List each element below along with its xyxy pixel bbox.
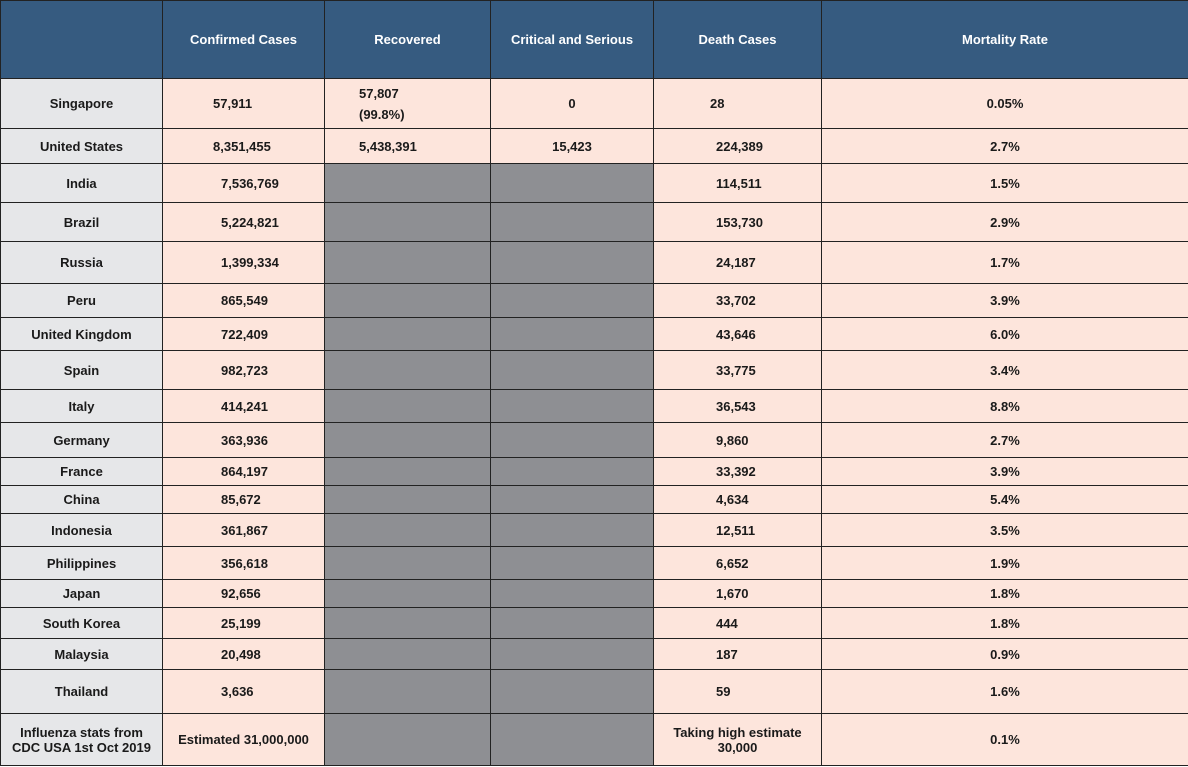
header-row — [1, 1, 1188, 79]
recovered-cell-empty — [325, 608, 491, 639]
table-row — [1, 242, 1188, 284]
mortality-cell: 2.7% — [822, 129, 1188, 164]
deaths-cell: 59 — [654, 670, 822, 714]
deaths-cell: 114,511 — [654, 164, 822, 203]
country-cell: Philippines — [1, 547, 163, 580]
country-cell: Peru — [1, 284, 163, 318]
critical-cell-empty — [491, 458, 654, 486]
recovered-cell-empty — [325, 318, 491, 351]
recovered-cell: 5,438,391 — [325, 129, 491, 164]
critical-cell-empty — [491, 284, 654, 318]
deaths-cell: 187 — [654, 639, 822, 670]
confirmed-cell: 20,498 — [163, 639, 325, 670]
critical-cell-empty — [491, 514, 654, 547]
critical-cell-empty — [491, 670, 654, 714]
critical-cell: 0 — [491, 79, 654, 129]
confirmed-cell: 361,867 — [163, 514, 325, 547]
confirmed-cell: 864,197 — [163, 458, 325, 486]
recovered-cell-empty — [325, 390, 491, 423]
table-row — [1, 547, 1188, 580]
table-row — [1, 580, 1188, 608]
confirmed-cell: 5,224,821 — [163, 203, 325, 242]
confirmed-cell: 92,656 — [163, 580, 325, 608]
table-row — [1, 608, 1188, 639]
header-recovered: Recovered — [325, 1, 491, 79]
table-row — [1, 203, 1188, 242]
mortality-cell: 1.8% — [822, 608, 1188, 639]
deaths-cell: 12,511 — [654, 514, 822, 547]
recovered-cell-empty — [325, 580, 491, 608]
deaths-cell: 33,702 — [654, 284, 822, 318]
country-cell: Indonesia — [1, 514, 163, 547]
influenza-deaths-line2: 30,000 — [717, 739, 758, 755]
recovered-cell-empty — [325, 714, 491, 766]
confirmed-cell: 57,911 — [163, 79, 325, 129]
confirmed-cell: 982,723 — [163, 351, 325, 390]
deaths-cell: 24,187 — [654, 242, 822, 284]
recovered-cell-empty — [325, 486, 491, 514]
critical-cell-empty — [491, 608, 654, 639]
confirmed-cell: 414,241 — [163, 390, 325, 423]
influenza-deaths-cell — [654, 714, 822, 766]
country-cell: South Korea — [1, 608, 163, 639]
header-confirmed: Confirmed Cases — [163, 1, 325, 79]
mortality-cell: 2.7% — [822, 423, 1188, 458]
critical-cell-empty — [491, 639, 654, 670]
deaths-cell: 43,646 — [654, 318, 822, 351]
confirmed-cell: 865,549 — [163, 284, 325, 318]
deaths-cell: 36,543 — [654, 390, 822, 423]
table-row — [1, 390, 1188, 423]
country-cell: India — [1, 164, 163, 203]
deaths-cell: 28 — [654, 79, 822, 129]
mortality-cell: 2.9% — [822, 203, 1188, 242]
confirmed-cell: 1,399,334 — [163, 242, 325, 284]
recovered-cell-empty — [325, 164, 491, 203]
table-row — [1, 79, 1188, 129]
deaths-cell: 153,730 — [654, 203, 822, 242]
critical-cell-empty — [491, 242, 654, 284]
influenza-label-line1: Influenza stats from — [20, 724, 143, 740]
recovered-cell-empty — [325, 423, 491, 458]
critical-cell-empty — [491, 423, 654, 458]
deaths-cell: 9,860 — [654, 423, 822, 458]
confirmed-cell: 7,536,769 — [163, 164, 325, 203]
mortality-cell: 6.0% — [822, 318, 1188, 351]
header-mortality: Mortality Rate — [822, 1, 1188, 79]
country-cell: Brazil — [1, 203, 163, 242]
deaths-cell: 1,670 — [654, 580, 822, 608]
mortality-cell: 1.6% — [822, 670, 1188, 714]
country-cell: Spain — [1, 351, 163, 390]
influenza-deaths-line1: Taking high estimate — [673, 724, 802, 740]
critical-cell-empty — [491, 351, 654, 390]
confirmed-cell: 363,936 — [163, 423, 325, 458]
country-cell: Italy — [1, 390, 163, 423]
recovered-cell — [325, 79, 491, 129]
mortality-cell: 3.9% — [822, 458, 1188, 486]
deaths-cell: 33,775 — [654, 351, 822, 390]
influenza-confirmed-cell: Estimated 31,000,000 — [163, 714, 325, 766]
influenza-mortality-cell: 0.1% — [822, 714, 1188, 766]
critical-cell-empty — [491, 486, 654, 514]
influenza-label-line2: CDC USA 1st Oct 2019 — [12, 739, 151, 755]
header-deaths: Death Cases — [654, 1, 822, 79]
table-row — [1, 514, 1188, 547]
table-row — [1, 129, 1188, 164]
critical-cell-empty — [491, 580, 654, 608]
confirmed-cell: 356,618 — [163, 547, 325, 580]
deaths-cell: 33,392 — [654, 458, 822, 486]
country-cell: Thailand — [1, 670, 163, 714]
critical-cell-empty — [491, 547, 654, 580]
country-cell: China — [1, 486, 163, 514]
table-row — [1, 486, 1188, 514]
critical-cell-empty — [491, 164, 654, 203]
mortality-cell: 8.8% — [822, 390, 1188, 423]
confirmed-cell: 25,199 — [163, 608, 325, 639]
table-row — [1, 351, 1188, 390]
deaths-cell: 4,634 — [654, 486, 822, 514]
country-cell: Germany — [1, 423, 163, 458]
mortality-cell: 3.9% — [822, 284, 1188, 318]
deaths-cell: 224,389 — [654, 129, 822, 164]
recovered-cell-empty — [325, 547, 491, 580]
confirmed-cell: 85,672 — [163, 486, 325, 514]
mortality-cell: 1.9% — [822, 547, 1188, 580]
mortality-cell: 3.4% — [822, 351, 1188, 390]
mortality-cell: 3.5% — [822, 514, 1188, 547]
country-cell: United Kingdom — [1, 318, 163, 351]
table-row — [1, 639, 1188, 670]
recovered-percent: (99.8%) — [359, 106, 405, 122]
table-row — [1, 318, 1188, 351]
recovered-cell-empty — [325, 203, 491, 242]
critical-cell-empty — [491, 390, 654, 423]
recovered-value: 57,807 — [359, 85, 399, 101]
recovered-cell-empty — [325, 670, 491, 714]
recovered-cell-empty — [325, 351, 491, 390]
recovered-cell-empty — [325, 284, 491, 318]
country-cell: Malaysia — [1, 639, 163, 670]
influenza-label-cell — [1, 714, 163, 766]
mortality-cell: 5.4% — [822, 486, 1188, 514]
confirmed-cell: 3,636 — [163, 670, 325, 714]
mortality-cell: 1.5% — [822, 164, 1188, 203]
country-cell: Singapore — [1, 79, 163, 129]
table-row — [1, 458, 1188, 486]
critical-cell-empty — [491, 714, 654, 766]
header-critical: Critical and Serious — [491, 1, 654, 79]
deaths-cell: 6,652 — [654, 547, 822, 580]
critical-cell-empty — [491, 318, 654, 351]
confirmed-cell: 722,409 — [163, 318, 325, 351]
deaths-cell: 444 — [654, 608, 822, 639]
table-row — [1, 284, 1188, 318]
country-cell: France — [1, 458, 163, 486]
recovered-cell-empty — [325, 514, 491, 547]
table-row — [1, 670, 1188, 714]
country-cell: Japan — [1, 580, 163, 608]
mortality-cell: 0.05% — [822, 79, 1188, 129]
recovered-cell-empty — [325, 639, 491, 670]
recovered-cell-empty — [325, 242, 491, 284]
recovered-cell-empty — [325, 458, 491, 486]
country-cell: United States — [1, 129, 163, 164]
mortality-cell: 0.9% — [822, 639, 1188, 670]
critical-cell-empty — [491, 203, 654, 242]
mortality-cell: 1.8% — [822, 580, 1188, 608]
header-country — [1, 1, 163, 79]
table-row — [1, 164, 1188, 203]
critical-cell: 15,423 — [491, 129, 654, 164]
table-row — [1, 423, 1188, 458]
country-cell: Russia — [1, 242, 163, 284]
influenza-row — [1, 714, 1188, 766]
mortality-cell: 1.7% — [822, 242, 1188, 284]
confirmed-cell: 8,351,455 — [163, 129, 325, 164]
